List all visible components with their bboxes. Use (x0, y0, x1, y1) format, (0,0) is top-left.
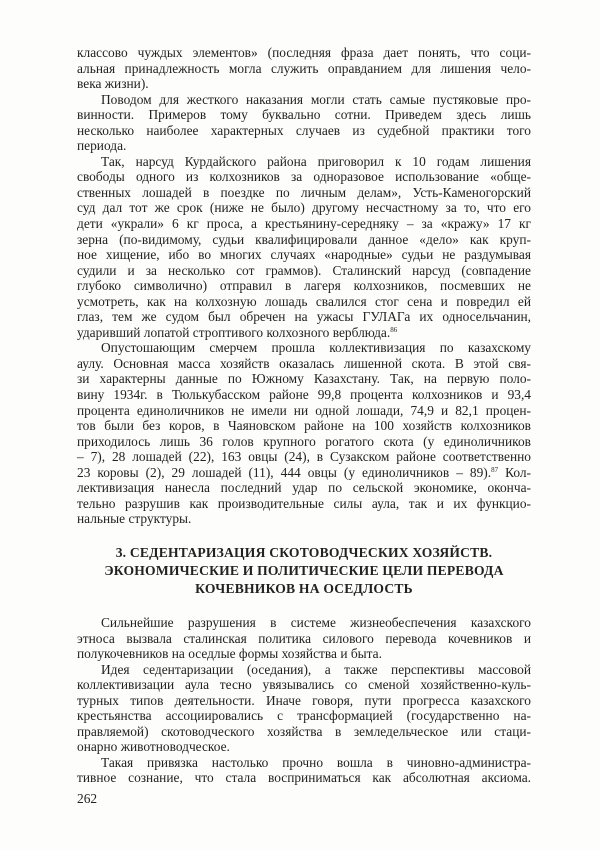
paragraph (77, 662, 531, 755)
line-text: Такая привязка настолько прочно вошла в чиновно-администра- (101, 754, 531, 770)
text-line (77, 309, 531, 325)
text-line (77, 169, 531, 185)
line-text: зи характерны данные по Южному Казахстану. Так, на первую поло- (77, 371, 531, 387)
heading-line: 3. СЕДЕНТАРИЗАЦИЯ СКОТОВОДЧЕСКИХ ХОЗЯЙСТВ. (115, 544, 493, 560)
text-line (77, 615, 531, 631)
text-line (77, 646, 531, 662)
line-text: Сильнейшие разрушения в системе жизнеобеспечения казахского (101, 614, 531, 630)
text-line (77, 387, 531, 403)
line-text: ударивший лопатой строптивого колхозного верблюда. (77, 324, 391, 340)
text-line (77, 449, 531, 465)
line-text: зерна (по-видимому, судьи квалифицировали данное «дело» как круп- (77, 231, 531, 247)
line-text: несколько наиболее характерных случаев из судебной практики того (77, 122, 531, 138)
text-line (77, 247, 531, 263)
text-line (77, 511, 531, 527)
line-text: ственных лошадей в поездке по личным делам», Усть-Каменогорский (77, 184, 531, 200)
line-text: века жизни). (77, 76, 149, 92)
line-text: вину 1934г. в Тюлькубасском районе 99,8 процента колхозников и 93,4 (77, 387, 531, 403)
footnote-marker[interactable]: 86 (390, 325, 398, 334)
heading-line: КОЧЕВНИКОВ НА ОСЕДЛОСТЬ (195, 580, 413, 596)
paragraph (77, 340, 531, 527)
line-text: дети «украли» 6 кг проса, а крестьянину-середняку – за «кражу» 17 кг (77, 216, 531, 232)
line-text: тивное сознание, что стала восприниматься как абсолютная аксиома. (77, 770, 531, 786)
line-text: – 7), 28 лошадей (22), 163 овцы (24), в Сузакском районе соответственно (77, 449, 531, 465)
line-text: тов были без коров, в Чаяновском районе на 100 хозяйств колхозников (77, 418, 531, 434)
line-text: онарно животноводческое. (77, 739, 230, 755)
line-text: турных типов деятельности. Иначе говоря, пути прогресса казахского (77, 692, 531, 708)
line-text: альная принадлежность могла служить оправданием для лишения чело- (77, 60, 531, 76)
text-line (77, 216, 531, 232)
text-line (77, 263, 531, 279)
text-line (77, 45, 531, 61)
line-text: этноса вызвала сталинская политика силового перевода кочевников и (77, 630, 531, 646)
footnote-marker[interactable]: 87 (491, 465, 499, 474)
line-text: правляемой) скотоводческого хозяйства в земледельческое или стаци- (77, 723, 531, 739)
text-line (77, 677, 531, 693)
section-heading (77, 544, 531, 598)
text-line (77, 434, 531, 450)
line-text: приходилось лишь 36 голов крупного рогатого скота (у единоличников (77, 433, 531, 449)
text-line (77, 418, 531, 434)
text-line (77, 403, 531, 419)
text-line (77, 465, 531, 481)
text-line (77, 185, 531, 201)
line-text: свободы одного из колхозников за одноразовое использование «обще- (77, 169, 531, 185)
text-before-heading (77, 45, 531, 527)
line-text: нальные структуры. (77, 511, 192, 527)
line-text: ное хищение, ибо во многих случаях «народные» судьи не раздумывая (77, 247, 531, 263)
text-after-heading (77, 615, 531, 786)
line-text: аулу. Основная масса хозяйств оказалась лишенной скота. В этой свя- (77, 355, 531, 371)
text-line (77, 708, 531, 724)
text-line (77, 325, 531, 341)
text-line (77, 693, 531, 709)
line-text: глубоко символично) отправил в лагеря колхозников, посмевших не (77, 278, 531, 294)
line-text: Так, нарсуд Курдайского района приговорил к 10 годам лишения (101, 153, 531, 169)
line-text: классово чуждых элементов» (последняя фраза дает понять, что соци- (77, 45, 531, 60)
line-text: процента единоличников не имели ни одной лошади, 74,9 и 82,1 процен- (77, 402, 531, 418)
book-page-body (77, 45, 531, 786)
text-line (77, 154, 531, 170)
line-text: тельно разрушив как производительные силы аула, так и их функцио- (77, 495, 531, 511)
text-line (77, 278, 531, 294)
text-line (77, 480, 531, 496)
text-line (77, 371, 531, 387)
text-line (77, 739, 531, 755)
text-line (77, 123, 531, 139)
text-line (77, 76, 531, 92)
text-line (77, 724, 531, 740)
line-text: усмотреть, как на колхозную лошадь свалился стог сена и повредил ей (77, 293, 531, 309)
line-text: судили и за несколько сот граммов). Сталинский нарсуд (совпадение (77, 262, 531, 278)
text-line (77, 631, 531, 647)
text-line (77, 755, 531, 771)
text-line (77, 356, 531, 372)
line-text: крестьянства ассоциировались с трансформацией (государственно на- (77, 708, 531, 724)
text-line (77, 92, 531, 108)
heading-line: ЭКОНОМИЧЕСКИЕ И ПОЛИТИЧЕСКИЕ ЦЕЛИ ПЕРЕВОДА (104, 562, 504, 578)
line-text: лективизация нанесла последний удар по сельской экономике, оконча- (77, 480, 531, 496)
text-line (77, 200, 531, 216)
paragraph (77, 755, 531, 786)
line-text: Идея седентаризации (оседания), а также перспективы массовой (101, 661, 531, 677)
line-text: Опустошающим смерчем прошла коллективизация по казахскому (101, 340, 531, 356)
line-text: глаз, тем же судом был обречен на ужасы ГУЛАГа их односельчанин, (77, 309, 531, 325)
line-text: коллективизации аула тесно увязывались со сменой хозяйственно-куль- (77, 677, 531, 693)
text-line (77, 496, 531, 512)
line-text: Поводом для жесткого наказания могли стать самые пустяковые про- (101, 91, 531, 107)
line-text-tail: Кол- (498, 464, 531, 480)
text-line (77, 294, 531, 310)
paragraph (77, 45, 531, 92)
line-text: винности. Примеров тому буквально сотни. Приведем здесь лишь (77, 107, 531, 123)
paragraph (77, 92, 531, 154)
text-line (77, 662, 531, 678)
line-text: 23 коровы (2), 29 лошадей (11), 444 овцы (у единоличников – 89). (77, 464, 492, 480)
paragraph (77, 154, 531, 341)
line-text: периода. (77, 138, 127, 154)
page-number: 262 (77, 791, 98, 806)
text-line (77, 340, 531, 356)
text-line (77, 770, 531, 786)
line-text: полукочевников на оседлые формы хозяйства и быта. (77, 646, 382, 662)
line-text: суд дал тот же срок (ниже не было) другому несчастному за то, что его (77, 200, 531, 216)
text-line (77, 107, 531, 123)
paragraph (77, 615, 531, 662)
text-line (77, 61, 531, 77)
text-line (77, 232, 531, 248)
text-line (77, 138, 531, 154)
